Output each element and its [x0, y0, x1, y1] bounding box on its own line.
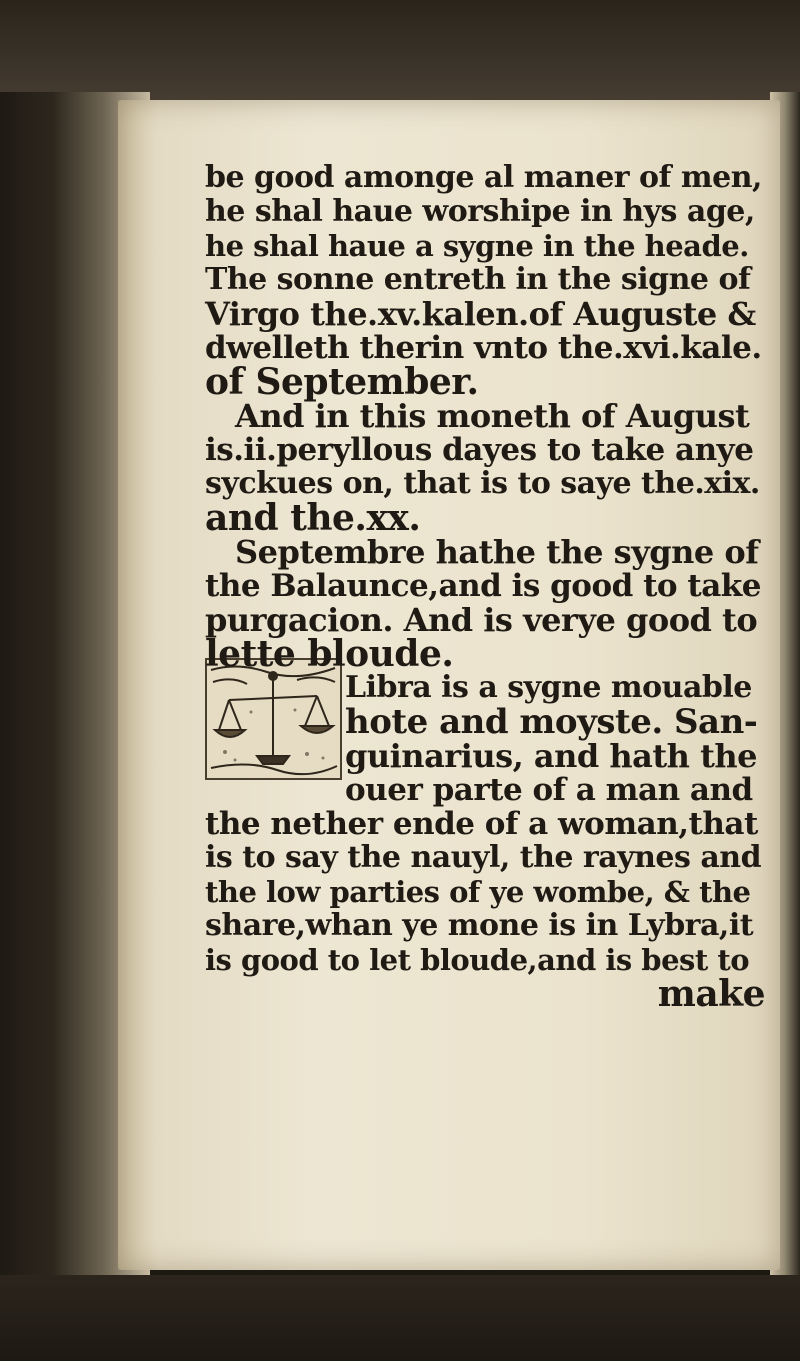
text-line: syckues on, that is to saye the.xix. [205, 466, 760, 501]
text-line: The sonne entreth in the signe of [205, 262, 751, 297]
text-line: guinarius, and hath the [345, 737, 757, 775]
text-line: Septembre hathe the sygne of [235, 533, 759, 571]
text-line: of September. [205, 361, 479, 403]
text-line: he shal haue worshipe in hys age, [205, 194, 755, 229]
text-line: is good to let bloude,and is best to [205, 943, 750, 977]
text-line: is.ii.peryllous dayes to take anye [205, 432, 754, 468]
text-line: And in this moneth of August [235, 397, 750, 435]
text-line: hote and moyste. San- [345, 702, 758, 742]
text-line: lette bloude. [205, 633, 454, 675]
blackletter-text-block [205, 158, 765, 1158]
text-line: Libra is a sygne mouable [345, 670, 752, 705]
text-line: he shal haue a sygne in the heade. [205, 229, 749, 263]
text-line: the nether ende of a woman,that [205, 806, 758, 842]
background-bottom [0, 1275, 800, 1361]
text-line: the low parties of ye wombe, & the [205, 875, 751, 909]
catchword: make [657, 973, 765, 1015]
text-line: ouer parte of a man and [345, 772, 753, 808]
text-line: and the.xx. [205, 497, 421, 539]
text-line: purgacion. And is verye good to [205, 601, 758, 639]
text-line: share,whan ye mone is in Lybra,it [205, 908, 754, 943]
text-line: be good amonge al maner of men, [205, 160, 762, 195]
text-line: Virgo the.xv.kalen.of Auguste & [205, 295, 756, 333]
text-line: is to say the nauyl, the raynes and [205, 840, 762, 875]
text-line: the Balaunce,and is good to take [205, 568, 762, 604]
text-line: dwelleth therin vnto the.xvi.kale. [205, 330, 762, 366]
